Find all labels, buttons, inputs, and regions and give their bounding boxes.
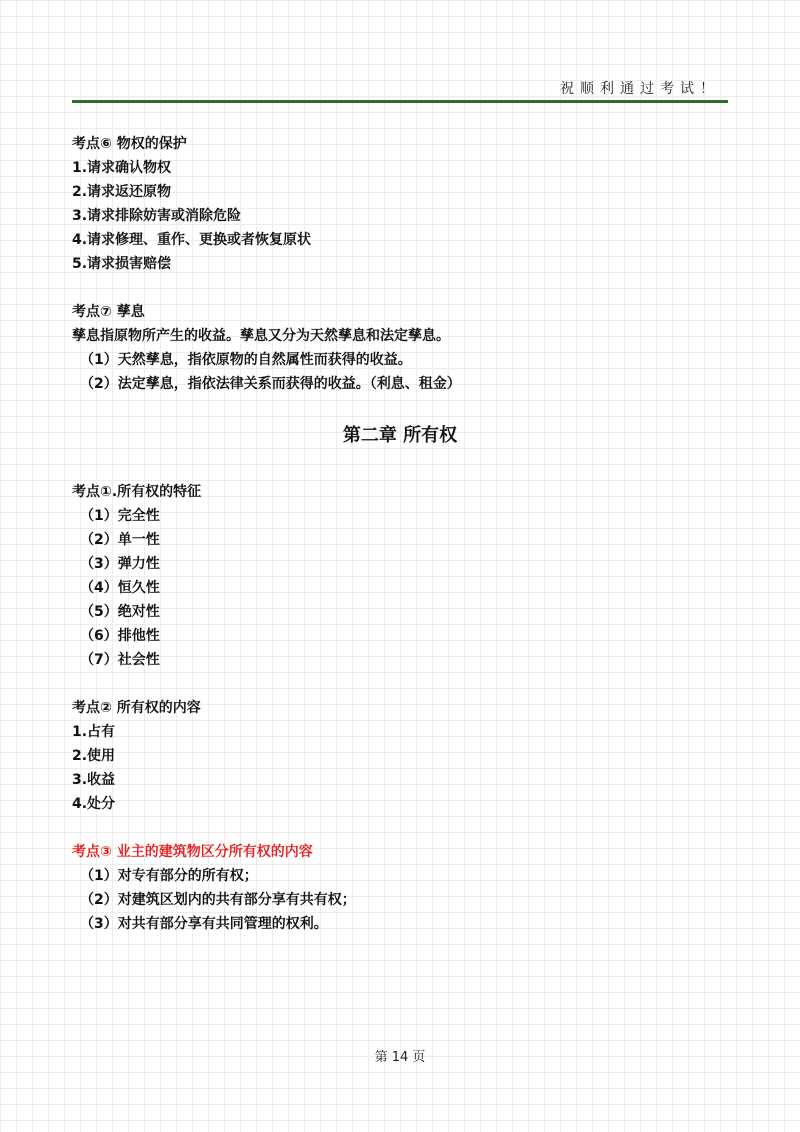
section-property-protection	[72, 132, 728, 276]
section-title: 考点⑥ 物权的保护	[72, 136, 187, 152]
list-item: （3）对共有部分享有共同管理的权利。	[80, 916, 328, 932]
section-title: 考点② 所有权的内容	[72, 700, 201, 716]
chapter-title: 第二章 所有权	[342, 425, 458, 446]
list-item: （1）天然孳息，指依原物的自然属性而获得的收益。	[80, 352, 412, 368]
section-fruits	[72, 300, 728, 396]
list-item: （3）弹力性	[80, 556, 160, 572]
list-item: （1）完全性	[80, 508, 160, 524]
list-item: （7）社会性	[80, 652, 160, 668]
list-item: 3.收益	[72, 772, 116, 788]
list-item: 1.请求确认物权	[72, 160, 172, 176]
page-header-slogan: 祝顺利通过考试！	[560, 81, 720, 97]
section-ownership-content	[72, 696, 728, 816]
section-title-highlighted: 考点③ 业主的建筑物区分所有权的内容	[72, 844, 313, 860]
list-item: （1）对专有部分的所有权；	[80, 868, 258, 884]
list-item: （2）法定孳息，指依法律关系而获得的收益。（利息、租金）	[80, 376, 461, 392]
list-item: 2.使用	[72, 748, 116, 764]
list-item: （2）单一性	[80, 532, 160, 548]
section-intro: 孳息指原物所产生的收益。孳息又分为天然孳息和法定孳息。	[72, 328, 450, 344]
header-divider	[72, 100, 728, 103]
list-item: 4.请求修理、重作、更换或者恢复原状	[72, 232, 312, 248]
page-number: 第 14 页	[374, 1050, 426, 1065]
list-item: （5）绝对性	[80, 604, 160, 620]
section-title: 考点⑦ 孳息	[72, 304, 145, 320]
page-content	[72, 132, 728, 936]
list-item: （6）排他性	[80, 628, 160, 644]
section-ownership-features	[72, 480, 728, 672]
list-item: 2.请求返还原物	[72, 184, 172, 200]
list-item: 4.处分	[72, 796, 116, 812]
section-title: 考点①.所有权的特征	[72, 484, 202, 500]
list-item: 3.请求排除妨害或消除危险	[72, 208, 242, 224]
list-item: （4）恒久性	[80, 580, 160, 596]
section-building-ownership	[72, 840, 728, 936]
list-item: （2）对建筑区划内的共有部分享有共有权；	[80, 892, 356, 908]
list-item: 1.占有	[72, 724, 116, 740]
list-item: 5.请求损害赔偿	[72, 256, 172, 272]
